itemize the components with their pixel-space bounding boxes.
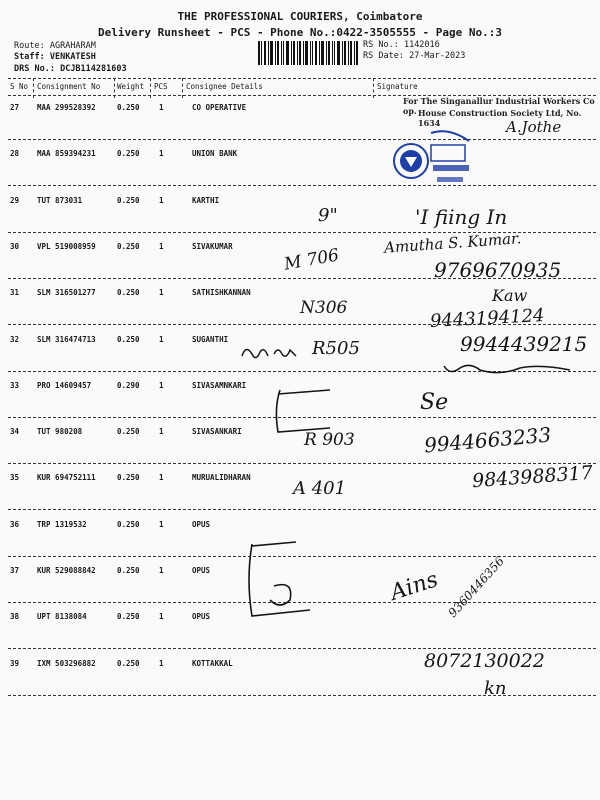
- row-pcs: 1: [159, 103, 164, 112]
- row-pcs: 1: [159, 149, 164, 159]
- row-consignment-no: UPT 8138084: [37, 612, 87, 622]
- hw-r32-scribble-icon: [240, 342, 304, 364]
- row-sno: 29: [10, 195, 20, 205]
- company-title: THE PROFESSIONAL COURIERS, Coimbatore: [177, 10, 423, 23]
- row-separator: [8, 695, 596, 696]
- row-weight: 0.290: [117, 380, 140, 390]
- rs-date-label: RS Date:: [363, 51, 404, 61]
- row-consignment-no: PRO 14609457: [37, 380, 92, 390]
- row-consignment-no: MAA 859394231: [37, 149, 96, 159]
- row-sno: 36: [10, 519, 20, 529]
- row-pcs: 1: [159, 380, 164, 390]
- row-sno: 31: [10, 288, 20, 298]
- rs-no-line: [363, 40, 440, 50]
- col-pcs-header: PCS: [154, 82, 168, 91]
- hw-r30-name: Amutha S. Kumar.: [383, 229, 522, 257]
- col-divider: [182, 78, 183, 98]
- table-row: [0, 190, 600, 236]
- hw-r32-signature-icon: [440, 358, 580, 380]
- row-consignee: SIVAKUMAR: [192, 241, 233, 251]
- row-consignee: UNION BANK: [192, 149, 238, 159]
- row-sno: 39: [10, 658, 20, 668]
- row-pcs: 1: [159, 612, 164, 622]
- row-pcs: 1: [159, 288, 164, 298]
- rs-no-label: RS No.:: [363, 40, 399, 50]
- hw-r29-mark: 9": [318, 205, 338, 226]
- row-consignment-no: TUT 873031: [37, 195, 83, 205]
- hw-r34-phone: 9944663233: [423, 422, 553, 458]
- row-consignment-no: IXM 503296882: [37, 658, 96, 668]
- society-stamp-line2: House Construction Society Ltd, No. 1634: [418, 108, 582, 128]
- hw-r32-flat: R505: [312, 338, 360, 359]
- row-consignment-no: SLM 316474713: [37, 334, 96, 344]
- row-weight: 0.250: [117, 103, 140, 112]
- row-weight: 0.250: [117, 612, 140, 622]
- hw-r34-flat: R 903: [304, 430, 355, 450]
- row-weight: 0.250: [117, 519, 140, 529]
- table-row: [0, 143, 600, 189]
- staff-value: VENKATESH: [49, 52, 96, 62]
- row-sno: 32: [10, 334, 20, 344]
- row-consignment-no: KUR 529088842: [37, 566, 96, 575]
- hw-r37-bracket-icon: [238, 540, 318, 624]
- bank-seal-icon: [389, 125, 475, 195]
- row-consignment-no: SLM 316501277: [37, 288, 96, 298]
- rs-date-line: [363, 51, 465, 61]
- row-consignee: SIVASANKARI: [192, 427, 242, 437]
- row-consignee: OPUS: [192, 566, 211, 575]
- drs-label: DRS No.:: [14, 64, 55, 74]
- row-pcs: 1: [159, 334, 164, 344]
- row-pcs: 1: [159, 566, 164, 575]
- hw-r31-sig: Kaw: [492, 286, 528, 305]
- row-consignee: CO OPERATIVE: [192, 103, 247, 112]
- staff-line: [14, 52, 96, 62]
- hw-r30-flat: M 706: [282, 245, 341, 275]
- row-pcs: 1: [159, 658, 164, 668]
- hw-r37-phone: 9360446356: [445, 553, 507, 621]
- row-consignment-no: TUT 980208: [37, 427, 83, 437]
- drs-value: DCJB114281603: [60, 64, 127, 74]
- route-value: AGRAHARAM: [49, 41, 96, 51]
- row-consignee: KARTHI: [192, 195, 220, 205]
- staff-label: Staff:: [14, 52, 45, 62]
- hw-r35-flat: A 401: [293, 478, 347, 499]
- row-consignee: OPUS: [192, 612, 211, 622]
- row-weight: 0.250: [117, 658, 140, 668]
- row-weight: 0.250: [117, 195, 140, 205]
- row-consignment-no: TRP 1319532: [37, 519, 87, 529]
- row-pcs: 1: [159, 519, 164, 529]
- row-pcs: 1: [159, 473, 164, 483]
- row-pcs: 1: [159, 241, 164, 251]
- hw-r39-phone: 8072130022: [424, 650, 545, 672]
- row-pcs: 1: [159, 195, 164, 205]
- row-sno: 28: [10, 149, 20, 159]
- col-divider: [150, 78, 151, 98]
- header-top-rule: [8, 78, 596, 79]
- hw-r32-phone: 9944439215: [460, 332, 588, 356]
- hw-r31-phone: 9443194124: [429, 305, 546, 332]
- row-consignment-no: VPL 519008959: [37, 241, 96, 251]
- row-weight: 0.250: [117, 149, 140, 159]
- col-weight-header: Weight: [117, 82, 145, 91]
- barcode: [258, 41, 358, 65]
- row-pcs: 1: [159, 427, 164, 437]
- col-divider: [373, 78, 374, 98]
- row-sno: 34: [10, 427, 20, 437]
- row-sno: 33: [10, 380, 20, 390]
- row-separator: [8, 139, 596, 140]
- row-separator: [8, 463, 596, 464]
- row-weight: 0.250: [117, 241, 140, 251]
- signature-row27: A.Jothe: [506, 118, 562, 136]
- row-consignee: OPUS: [192, 519, 211, 529]
- row-sno: 38: [10, 612, 20, 622]
- col-divider: [33, 78, 34, 98]
- route-line: [14, 41, 96, 51]
- runsheet-subtitle: Delivery Runsheet - PCS - Phone No.:0422-3505555 - Page No.:3: [98, 26, 502, 39]
- row-consignee: SIVASAMNKARI: [192, 380, 247, 390]
- col-consignment-header: Consignment No: [37, 82, 101, 91]
- col-divider: [114, 78, 115, 98]
- row-sno: 35: [10, 473, 20, 483]
- row-consignment-no: MAA 299528392: [37, 103, 96, 112]
- row-weight: 0.250: [117, 427, 140, 437]
- hw-r30-phone: 9769670935: [434, 258, 562, 282]
- hw-r39-sig: kn: [484, 678, 507, 699]
- drs-line: [14, 64, 127, 74]
- hw-r29-sig: 'I fiing In: [415, 205, 508, 229]
- row-weight: 0.250: [117, 334, 140, 344]
- rs-date-value: 27-Mar-2023: [409, 51, 466, 61]
- row-consignment-no: KUR 694752111: [37, 473, 96, 483]
- row-consignee: MURUALIDHARAN: [192, 473, 251, 483]
- row-sno: 30: [10, 241, 20, 251]
- society-stamp-line1: For The Singanallur Industrial Workers Co op.: [403, 96, 595, 116]
- row-sno: 37: [10, 566, 20, 575]
- hw-r37-sig: Ains: [387, 567, 442, 606]
- route-label: Route:: [14, 41, 45, 51]
- row-separator: [8, 509, 596, 510]
- row-consignee: SUGANTHI: [192, 334, 229, 344]
- col-sno-header: S No: [10, 82, 29, 91]
- row-consignee: KOTTAKKAL: [192, 658, 233, 668]
- hw-r35-phone: 9843988317: [471, 461, 594, 493]
- rs-no-value: 1142016: [403, 40, 440, 50]
- row-weight: 0.250: [117, 288, 140, 298]
- col-consignee-header: Consignee Details: [186, 82, 263, 91]
- row-sno: 27: [10, 103, 20, 112]
- hw-r31-flat: N306: [300, 298, 348, 318]
- row-weight: 0.250: [117, 566, 140, 575]
- row-weight: 0.250: [117, 473, 140, 483]
- row-consignee: SATHISHKANNAN: [192, 288, 251, 298]
- hw-r33-sig: Se: [420, 390, 449, 415]
- col-signature-header: Signature: [377, 82, 418, 91]
- row-separator: [8, 185, 596, 186]
